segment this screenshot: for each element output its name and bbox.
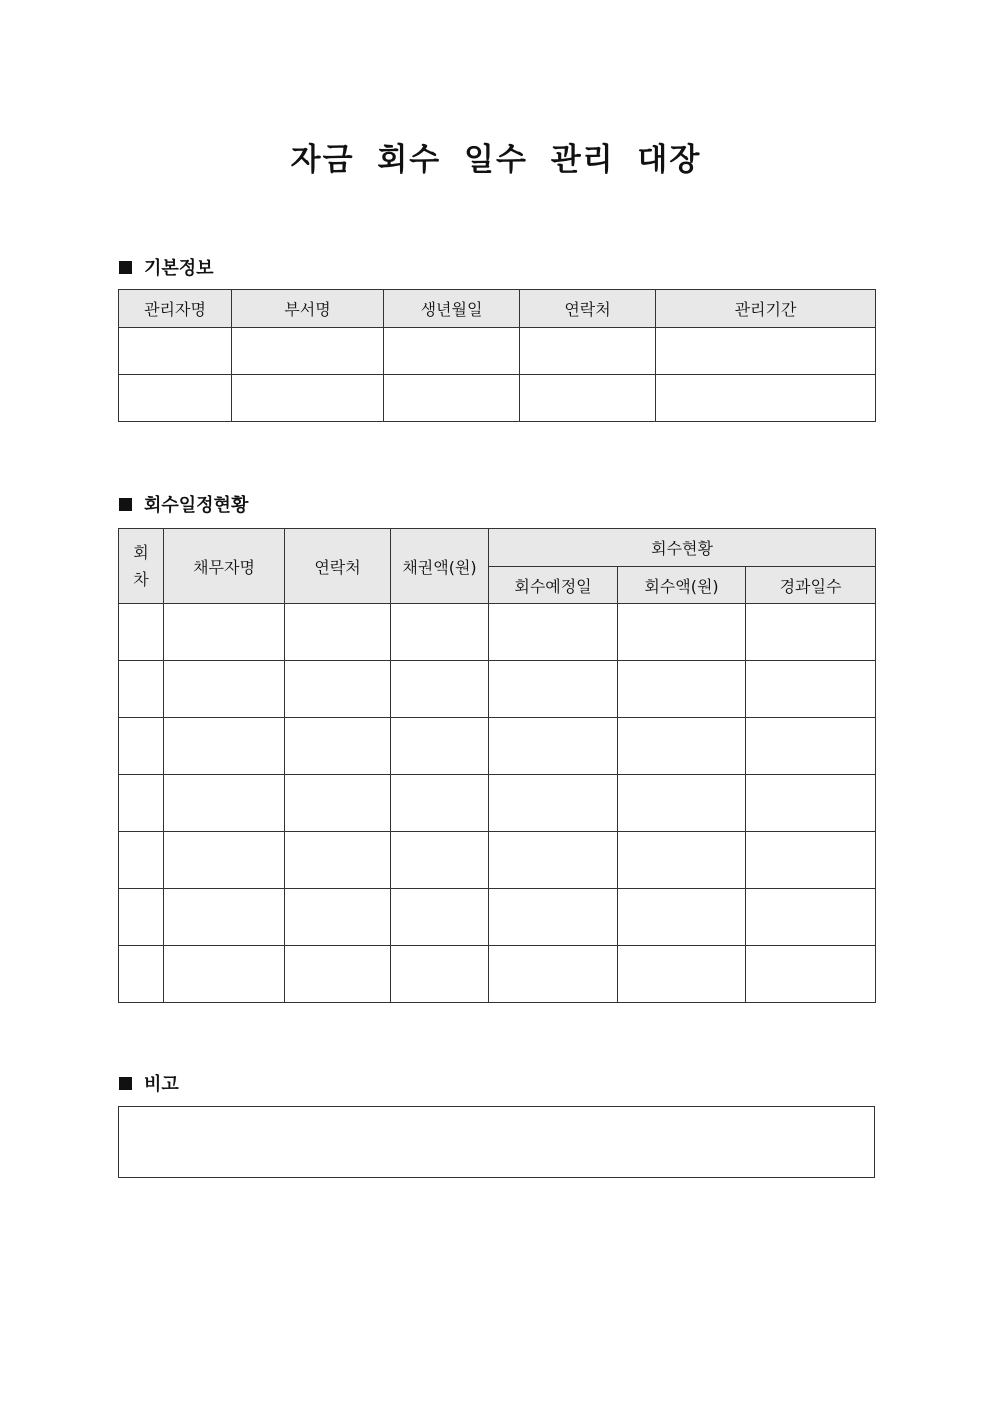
table-cell[interactable]	[119, 328, 232, 375]
table-cell[interactable]	[391, 889, 489, 946]
table-cell[interactable]	[618, 832, 746, 889]
basic-info-heading	[119, 254, 214, 280]
table-row	[119, 775, 876, 832]
col-department: 부서명	[232, 290, 384, 328]
schedule-heading-label: 회수일정현황	[144, 495, 249, 516]
table-cell[interactable]	[618, 718, 746, 775]
basic-info-table	[118, 289, 876, 422]
table-cell[interactable]	[164, 661, 285, 718]
table-cell[interactable]	[119, 718, 164, 775]
table-cell[interactable]	[285, 889, 391, 946]
table-row	[119, 718, 876, 775]
table-cell[interactable]	[656, 375, 876, 422]
table-cell[interactable]	[391, 718, 489, 775]
table-cell[interactable]	[618, 946, 746, 1003]
table-cell[interactable]	[164, 889, 285, 946]
table-cell[interactable]	[164, 832, 285, 889]
table-row	[119, 946, 876, 1003]
table-row	[119, 328, 876, 375]
table-cell[interactable]	[285, 946, 391, 1003]
table-cell[interactable]	[746, 661, 876, 718]
table-cell[interactable]	[391, 946, 489, 1003]
square-bullet-icon	[119, 498, 132, 511]
table-cell[interactable]	[285, 832, 391, 889]
table-row	[119, 375, 876, 422]
table-cell[interactable]	[164, 775, 285, 832]
table-cell[interactable]	[746, 718, 876, 775]
table-cell[interactable]	[618, 889, 746, 946]
remarks-heading-label: 비고	[144, 1074, 179, 1095]
schedule-heading	[119, 491, 248, 517]
table-cell[interactable]	[391, 604, 489, 661]
table-cell[interactable]	[391, 832, 489, 889]
col-manager-name: 관리자명	[119, 290, 232, 328]
table-cell[interactable]	[119, 604, 164, 661]
table-cell[interactable]	[285, 718, 391, 775]
table-cell[interactable]	[489, 889, 618, 946]
col-debtor-name: 채무자명	[164, 529, 285, 604]
table-cell[interactable]	[489, 604, 618, 661]
col-collected-amount: 회수액(원)	[618, 567, 746, 604]
table-cell[interactable]	[164, 946, 285, 1003]
col-due-date: 회수예정일	[489, 567, 618, 604]
table-row	[119, 832, 876, 889]
table-cell[interactable]	[746, 775, 876, 832]
table-cell[interactable]	[164, 718, 285, 775]
table-cell[interactable]	[119, 661, 164, 718]
table-row	[119, 604, 876, 661]
col-round-line2: 차	[133, 570, 149, 589]
table-cell[interactable]	[285, 661, 391, 718]
col-contact: 연락처	[520, 290, 656, 328]
schedule-header-row	[119, 529, 876, 567]
table-row	[119, 889, 876, 946]
table-cell[interactable]	[384, 375, 520, 422]
table-cell[interactable]	[656, 328, 876, 375]
table-cell[interactable]	[489, 718, 618, 775]
table-cell[interactable]	[391, 775, 489, 832]
table-cell[interactable]	[618, 604, 746, 661]
basic-info-heading-label: 기본정보	[144, 258, 214, 279]
table-cell[interactable]	[489, 832, 618, 889]
table-cell[interactable]	[384, 328, 520, 375]
table-cell[interactable]	[520, 375, 656, 422]
table-cell[interactable]	[285, 775, 391, 832]
page-title: 자금 회수 일수 관리 대장	[290, 142, 702, 178]
table-cell[interactable]	[618, 775, 746, 832]
table-cell[interactable]	[746, 832, 876, 889]
table-cell[interactable]	[285, 604, 391, 661]
table-cell[interactable]	[746, 889, 876, 946]
table-cell[interactable]	[618, 661, 746, 718]
collection-schedule-table	[118, 528, 876, 1003]
col-birthdate: 생년월일	[384, 290, 520, 328]
col-round-line1: 회	[133, 543, 149, 562]
table-cell[interactable]	[119, 832, 164, 889]
table-cell[interactable]	[119, 375, 232, 422]
table-row	[119, 661, 876, 718]
col-management-period: 관리기간	[656, 290, 876, 328]
remarks-box[interactable]	[118, 1106, 875, 1178]
table-cell[interactable]	[489, 946, 618, 1003]
col-group-collection-status: 회수현황	[489, 529, 876, 567]
table-cell[interactable]	[489, 661, 618, 718]
table-cell[interactable]	[119, 775, 164, 832]
table-cell[interactable]	[232, 375, 384, 422]
table-cell[interactable]	[489, 775, 618, 832]
col-claim-amount: 채권액(원)	[391, 529, 489, 604]
basic-info-header-row	[119, 290, 876, 328]
table-cell[interactable]	[746, 946, 876, 1003]
col-round	[119, 529, 164, 604]
table-cell[interactable]	[119, 946, 164, 1003]
remarks-heading	[119, 1070, 179, 1096]
col-contact: 연락처	[285, 529, 391, 604]
table-cell[interactable]	[119, 889, 164, 946]
square-bullet-icon	[119, 1077, 132, 1090]
table-cell[interactable]	[520, 328, 656, 375]
col-elapsed-days: 경과일수	[746, 567, 876, 604]
square-bullet-icon	[119, 261, 132, 274]
table-cell[interactable]	[164, 604, 285, 661]
table-cell[interactable]	[746, 604, 876, 661]
table-cell[interactable]	[391, 661, 489, 718]
table-cell[interactable]	[232, 328, 384, 375]
